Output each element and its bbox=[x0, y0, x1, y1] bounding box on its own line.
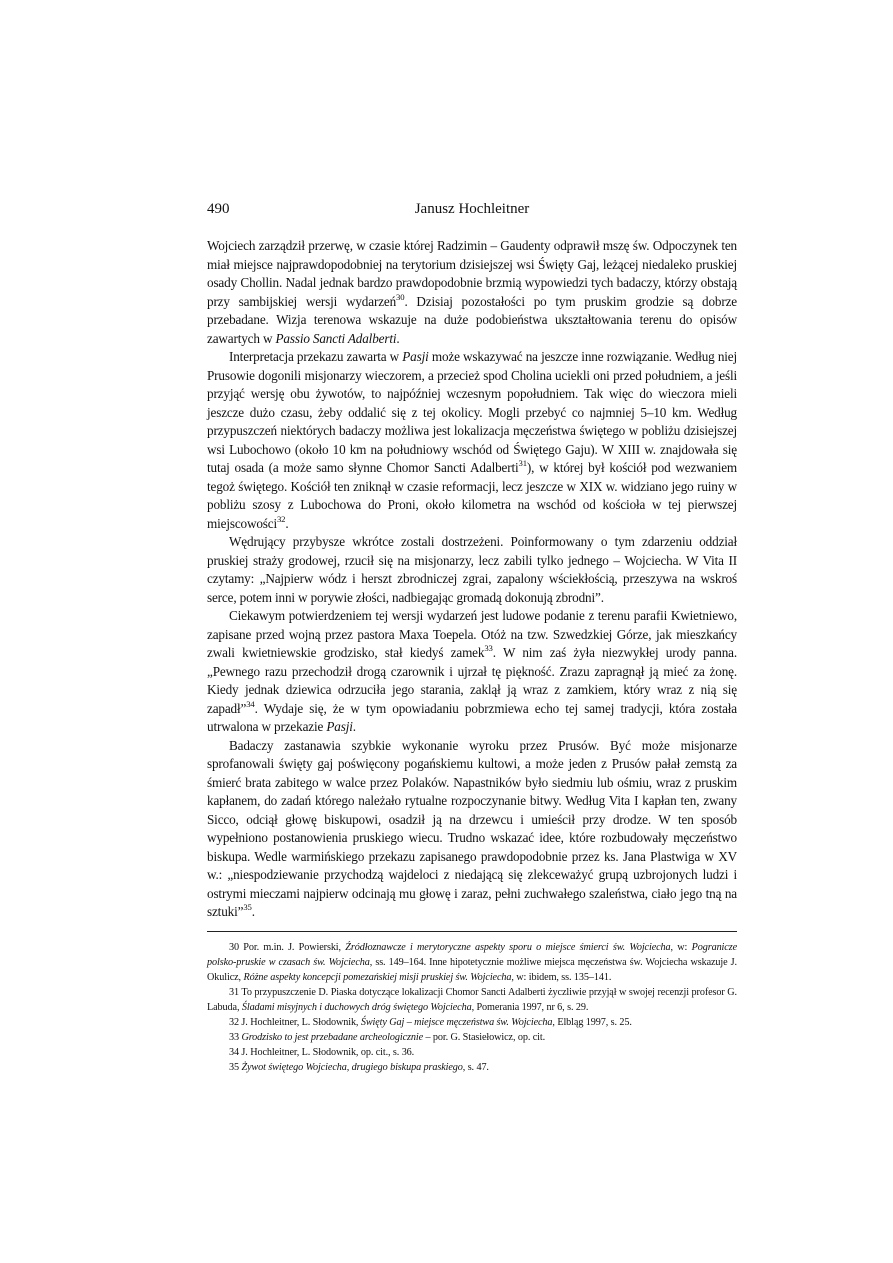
footnotes bbox=[207, 940, 737, 1075]
text: Wędrujący przybysze wkrótce zostali dostrzeżeni. Poinformowany o tym zdarzeniu oddział pruskiej straży grodowej, rzucił się na misjonarzy, lecz zabili tylko jednego – Wojciecha. W Vita II czytamy: „Najpierw wódz i herszt zbrodniczej zgrai, zapalony wściekłością, przeszywa na wskroś serce, potem inni w porywie złości, nadbiegając gromadą dokonują zbrodni”. bbox=[207, 534, 737, 605]
main-text bbox=[207, 237, 737, 922]
running-title: Janusz Hochleitner bbox=[414, 201, 530, 217]
footnote-32 bbox=[207, 1015, 737, 1030]
title: Pogranicze polsko-pruskie w czasach św. Wojciecha bbox=[207, 941, 737, 968]
text: , w: bbox=[670, 941, 692, 953]
paragraph-4 bbox=[207, 607, 737, 737]
title-pasji: Pasji bbox=[326, 719, 353, 734]
text: 33 bbox=[229, 1031, 242, 1043]
text: może wskazywać na jeszcze inne rozwiązanie. Według niej Prusowie dogonili misjonarzy wieczorem, a przecież spod Cholina uciekli oni przed południem, a jeśli przyjąć wersję obu żywotów, to najpóźniej wczesnym popołudniem. Tak więc do wieczora mieli jeszcze dużo czasu, żeby oddalić się z tej okolicy. Mogli przebyć co najmniej 5–10 km. Według przypuszczeń niektórych badaczy możliwa jest lokalizacja męczeństwa świętego w pobliżu dzisiejszej wsi Lubochowo (około 10 km na południowy wschód od Świętego Gaju). W XIII w. znajdowała się tutaj osada (a może samo słynne Chomor Sancti Adalberti bbox=[207, 349, 738, 475]
text: . bbox=[285, 515, 289, 531]
text: ), w której był kościół pod wezwaniem tegoż świętego. Kościół ten zniknął w czasie reformacji, lecz jeszcze w XIX w. widziano jego ruiny w pobliżu szosy z Lubochowa do Proni, około kilometra na wschód od kościoła w tej pierwszej miejscowości bbox=[207, 460, 738, 531]
text: , Pomerania 1997, nr 6, s. 29. bbox=[471, 1001, 589, 1013]
footnote-30 bbox=[207, 940, 737, 985]
footnote-35 bbox=[207, 1060, 737, 1075]
title-passio: Passio Sancti Adalberti bbox=[275, 330, 397, 346]
text: 30 Por. m.in. J. Powierski, bbox=[229, 941, 346, 953]
text: Ciekawym potwierdzeniem tej wersji wydarzeń jest ludowe podanie z terenu parafii Kwietniewo, zapisane przed wojną przez pastora Maxa Toepela. Otóż na tzw. Szwedzkiej Górze, jak mieszkańcy zwali kwietniewskie grodzisko, stał kiedyś zamek bbox=[207, 608, 737, 660]
text: . bbox=[396, 330, 400, 346]
title: Różne aspekty koncepcji pomezańskiej misji pruskiej św. Wojciecha bbox=[243, 971, 512, 983]
running-header bbox=[207, 201, 737, 223]
text: . Wydaje się, że w tym opowiadaniu pobrzmiewa echo tej samej tradycji, która została utrwalona w przekazie bbox=[207, 700, 737, 734]
book-page bbox=[207, 201, 737, 1075]
text: . Dzisiaj pozostałości po tym pruskim grodzie są dobrze przebadane. Wizja terenowa wskazuje na duże podobieństwa ukształtowania terenu do opisów zawartych w bbox=[207, 293, 737, 346]
text: 35 bbox=[229, 1061, 242, 1073]
footnote-ref-31: 31 bbox=[518, 458, 527, 469]
footnote-ref-35: 35 bbox=[243, 902, 252, 913]
paragraph-5 bbox=[207, 737, 737, 922]
title: Źródłoznawcze i merytoryczne aspekty sporu o miejsce śmierci św. Wojciecha bbox=[345, 941, 671, 953]
text: , ss. 149–164. Inne hipotetycznie możliwe miejsca męczeństwa św. Wojciecha wskazuje J. Okulicz, bbox=[207, 956, 737, 983]
page-number: 490 bbox=[207, 201, 230, 217]
title: Grodzisko to jest przebadane archeologicznie bbox=[241, 1031, 424, 1043]
paragraph-1 bbox=[207, 237, 737, 348]
text: , Elbląg 1997, s. 25. bbox=[552, 1016, 632, 1028]
footnote-31 bbox=[207, 985, 737, 1015]
text: 32 J. Hochleitner, L. Słodownik, bbox=[229, 1016, 361, 1028]
footnote-divider bbox=[207, 931, 737, 932]
footnote-ref-34: 34 bbox=[246, 698, 255, 709]
text: Interpretacja przekazu zawarta w bbox=[229, 349, 403, 364]
footnote-34 bbox=[207, 1045, 737, 1060]
title: Śladami misyjnych i duchowych dróg świętego Wojciecha bbox=[241, 1001, 472, 1013]
text: Wojciech zarządził przerwę, w czasie której Radzimin – Gaudenty odprawił mszę św. Odpoczynek ten miał miejsce najprawdopodobniej na terytorium dzisiejszej wsi Święty Gaj, leżącej niedaleko pruskiej osady Chollin. Nadal jednak bardzo prawdopodobnie brzmią wypowiedzi tych badaczy, którzy obstają przy sambijskiej wersji wydarzeń bbox=[207, 238, 737, 309]
paragraph-2 bbox=[207, 348, 737, 533]
text: 34 J. Hochleitner, L. Słodownik, op. cit., s. 36. bbox=[229, 1046, 415, 1058]
text: . bbox=[251, 904, 255, 919]
text: – por. G. Stasiełowicz, op. cit. bbox=[423, 1031, 546, 1043]
title: Żywot świętego Wojciecha, drugiego biskupa praskiego bbox=[241, 1061, 463, 1073]
footnote-33 bbox=[207, 1030, 737, 1045]
text: , w: ibidem, ss. 135–141. bbox=[511, 971, 612, 983]
text: , s. 47. bbox=[462, 1061, 489, 1073]
text: . bbox=[352, 719, 356, 734]
text: 31 To przypuszczenie D. Piaska dotyczące lokalizacji Chomor Sancti Adalberti życzliwie przyjął w swojej recenzji profesor G. Labuda, bbox=[207, 986, 737, 1013]
footnote-ref-32: 32 bbox=[276, 513, 286, 524]
title-pasji: Pasji bbox=[402, 349, 429, 364]
footnote-ref-30: 30 bbox=[396, 291, 405, 302]
text: Badaczy zastanawia szybkie wykonanie wyroku przez Prusów. Być może misjonarze sprofanowali święty gaj poświęcony pogańskiemu kultowi, a może jeden z Prusów pałał zemstą za śmierć brata zabitego w walce przez Polaków. Napastników było siedmiu lub ośmiu, wraz z pruskim kapłanem, do zadań którego należało rytualne rozpoczynanie bitwy. Według Vita I kapłan ten, zwany Sicco, odciął głowę biskupowi, osadził ją na drzewcu i umieścił przy drodze. W ten sposób wypełniono postanowienia pruskiego wiecu. Trudno wskazać idee, które rozbudowały męczeństwo biskupa. Wedle warmińskiego przekazu zapisanego prawdopodobnie przez ks. Jana Plastwiga w XV w.: „niespodziewanie przychodzą wajdeloci z niedającą się zlekceważyć grupą uzbrojonych ludzi i ostrymi mieczami najpierw odcinają mu głowę i zaraz, pełni zuchwałego szaleństwa, ciało jego tną na sztuki” bbox=[207, 737, 737, 919]
text: . W nim zaś żyła niezwykłej urody panna. „Pewnego razu przechodził drogą czarownik i ujrzał tę piękność. Zrazu zapragnął ją mieć za żonę. Kiedy jednak dziewica odrzuciła jego starania, zaklął ją wraz z zamkiem, który wraz z nią się zapadł” bbox=[207, 645, 737, 716]
footnote-ref-33: 33 bbox=[484, 643, 493, 654]
paragraph-3 bbox=[207, 533, 737, 607]
title: Święty Gaj – miejsce męczeństwa św. Wojciecha bbox=[360, 1016, 553, 1028]
